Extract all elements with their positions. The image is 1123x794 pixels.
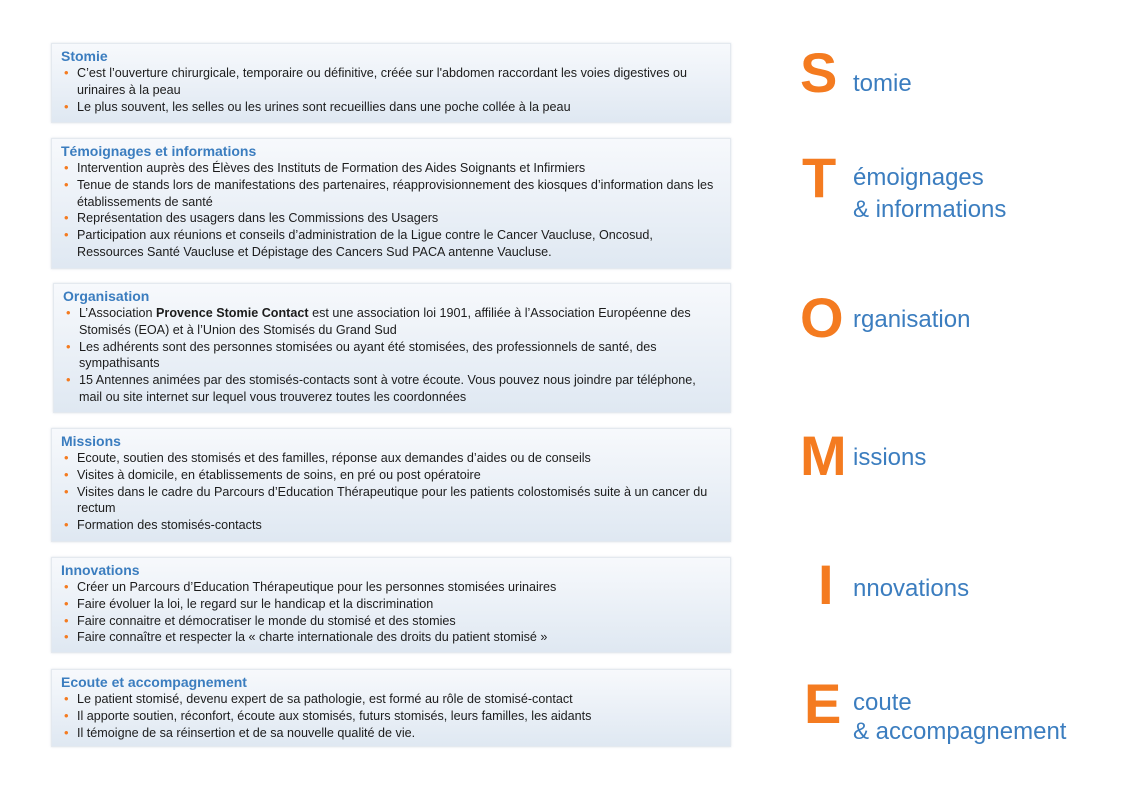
list-item: • Faire connaître et respecter la « charte internationale des droits du patient stomisé » [77, 629, 720, 646]
list-item: • Les adhérents sont des personnes stomisées ou ayant été stomisées, des professionnels de santé, des sympathisants [79, 339, 720, 373]
bullet-list [61, 160, 720, 261]
section-innovations [51, 557, 731, 653]
acronym-word-line2: & informations [853, 196, 1007, 223]
section-title: Innovations [61, 562, 140, 578]
list-item: • Représentation des usagers dans les Commissions des Usagers [77, 210, 720, 227]
list-item: • Il témoigne de sa réinsertion et de sa nouvelle qualité de vie. [77, 725, 720, 742]
acronym-letter: T [802, 146, 837, 209]
bullet-list [61, 579, 720, 646]
list-item: • Visites dans le cadre du Parcours d’Education Thérapeutique pour les patients colostomisés suite à un cancer du rectum [77, 484, 720, 518]
acronym-word: rganisation [853, 306, 971, 333]
section-title: Missions [61, 433, 121, 449]
acronym-letter: S [800, 41, 838, 104]
list-item: • Faire connaitre et démocratiser le monde du stomisé et des stomies [77, 613, 720, 630]
section-missions [51, 428, 731, 542]
acronym-letter: I [818, 553, 834, 616]
list-item: • Il apporte soutien, réconfort, écoute aux stomisés, futurs stomisés, leurs familles, les aidants [77, 708, 720, 725]
list-item: • Participation aux réunions et conseils d’administration de la Ligue contre le Cancer Vaucluse, Oncosud, Ressources Santé Vaucluse et Dépistage des Cancers Sud PACA antenne Vaucluse. [77, 227, 720, 261]
list-item: • Visites à domicile, en établissements de soins, en pré ou post opératoire [77, 467, 720, 484]
list-item: • Faire évoluer la loi, le regard sur le handicap et la discrimination [77, 596, 720, 613]
acronym-word: tomie [853, 70, 912, 97]
item-text: est une association loi 1901, affiliée à l’Association Européenne des Stomisés (EOA) et à l’Union des Stomisés du Grand Sud [79, 306, 691, 337]
section-title: Témoignages et informations [61, 143, 257, 159]
section-title: Organisation [63, 288, 150, 304]
bullet-list [61, 65, 720, 115]
acronym-word: coute [853, 689, 912, 716]
section-stomie [51, 43, 731, 123]
list-item: • Le patient stomisé, devenu expert de sa pathologie, est formé au rôle de stomisé-contact [77, 691, 720, 708]
acronym-letter: M [800, 424, 847, 487]
acronym-word: nnovations [853, 575, 970, 602]
section-title: Stomie [61, 48, 108, 64]
acronym-word: émoignages [853, 164, 984, 191]
list-item: • Le plus souvent, les selles ou les urines sont recueillies dans une poche collée à la peau [77, 99, 720, 116]
association-name: Provence Stomie Contact [156, 306, 309, 320]
list-item: • C’est l’ouverture chirurgicale, temporaire ou définitive, créée sur l'abdomen raccordant les voies digestives ou urinaires à la peau [77, 65, 720, 99]
acronym-word: issions [853, 444, 927, 471]
list-item: • Créer un Parcours d’Education Thérapeutique pour les personnes stomisées urinaires [77, 579, 720, 596]
list-item: • Intervention auprès des Élèves des Instituts de Formation des Aides Soignants et Infirmiers [77, 160, 720, 177]
section-ecoute [51, 669, 731, 747]
list-item: • Tenue de stands lors de manifestations des partenaires, réapprovisionnement des kiosques d’information dans les établissements de santé [77, 177, 720, 211]
list-item [79, 305, 720, 339]
section-organisation [53, 283, 731, 413]
bullet-list [61, 450, 720, 534]
bullet-list [61, 691, 720, 741]
bullet-list [63, 305, 720, 406]
list-item: • 15 Antennes animées par des stomisés-contacts sont à votre écoute. Vous pouvez nous joindre par téléphone, mail ou site internet sur lequel vous trouverez toutes les coordonnées [79, 372, 720, 406]
item-text: L’Association [79, 306, 157, 320]
acronym-letter: E [804, 672, 842, 735]
section-temoignages [51, 138, 731, 269]
acronym-letter: O [800, 286, 844, 349]
list-item: • Formation des stomisés-contacts [77, 517, 720, 534]
acronym-word-line2: & accompagnement [853, 718, 1067, 745]
list-item: • Ecoute, soutien des stomisés et des familles, réponse aux demandes d’aides ou de conseils [77, 450, 720, 467]
section-title: Ecoute et accompagnement [61, 674, 247, 690]
